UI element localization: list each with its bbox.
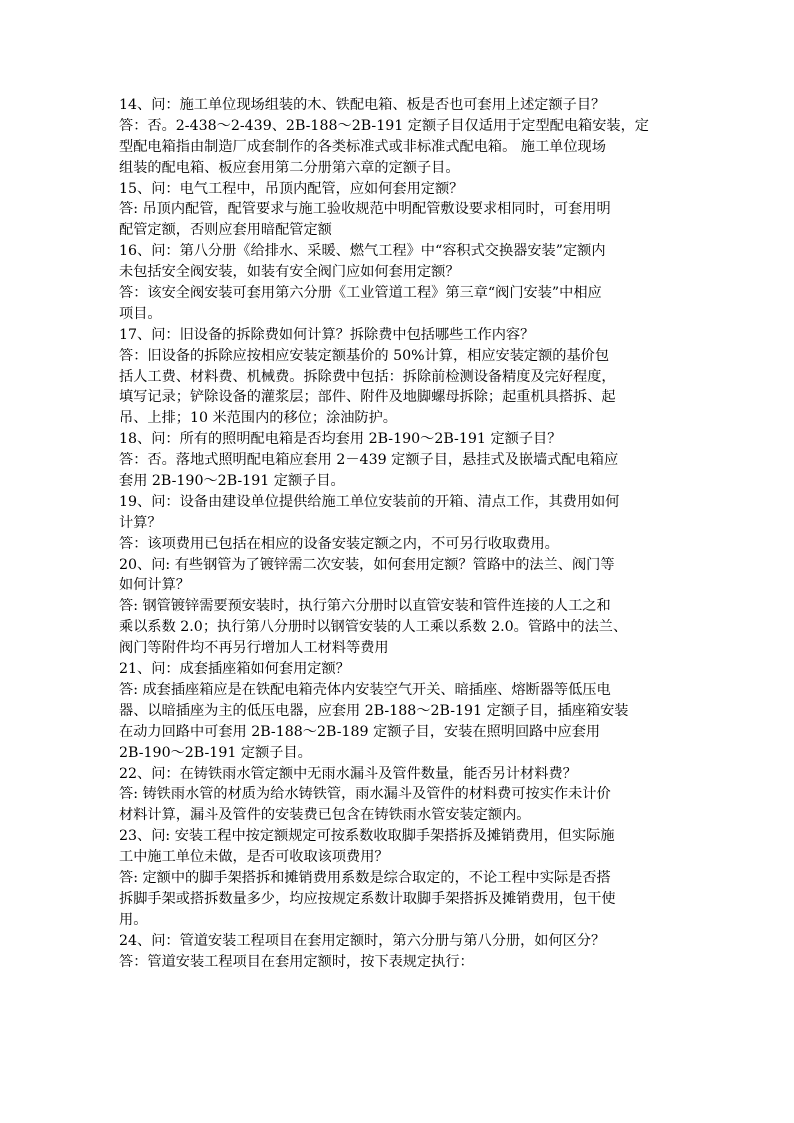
text-line: 14、问：施工单位现场组装的木、铁配电箱、板是否也可套用上述定额子目？: [119, 97, 606, 113]
text-line: 18、问：所有的照明配电箱是否均套用 2B-190～2B-191 定额子目？: [119, 431, 562, 448]
text-line: 器、以暗插座为主的低压电器，应套用 2B-188～2B-191 定额子目，插座箱安装: [119, 702, 629, 719]
text-line: 吊、上排；10 米范围内的移位；涂油防护。: [119, 410, 397, 427]
text-line: 15、问：电气工程中，吊顶内配管，应如何套用定额？: [119, 180, 464, 197]
text-line: 拆脚手架或搭拆数量多少，均应按规定系数计取脚手架搭拆及摊销费用，包干使: [119, 890, 616, 907]
text-line: 在动力回路中可套用 2B-188～2B-189 定额子目，安装在照明回路中应套用: [119, 723, 601, 740]
text-line: 填写记录；铲除设备的灌浆层；部件、附件及地脚螺母拆除；起重机具搭拆、起: [119, 389, 616, 406]
text-line: 答: 吊顶内配管，配管要求与施工验收规范中明配管敷设要求相同时，可套用明: [119, 201, 611, 218]
text-line: 未包括安全阀安装，如装有安全阀门应如何套用定额？: [119, 264, 460, 281]
text-line: 21、问：成套插座箱如何套用定额？: [119, 661, 350, 678]
text-line: 答：管道安装工程项目在套用定额时，按下表规定执行：: [119, 953, 474, 970]
text-line: 16、问：第八分册《给排水、采暖、燃气工程》中“容积式交换器安装”定额内: [119, 243, 606, 260]
text-line: 配管定额，否则应套用暗配管定额: [119, 222, 332, 239]
text-line: 计算？: [119, 514, 162, 531]
text-line: 24、问：管道安装工程项目在套用定额时，第六分册与第八分册，如何区分？: [119, 932, 606, 949]
text-line: 答: 铸铁雨水管的材质为给水铸铁管，雨水漏斗及管件的材料费可按实作未计价: [119, 786, 611, 803]
text-line: 答：该项费用已包括在相应的设备安装定额之内，不可另行收取费用。: [119, 535, 559, 552]
text-line: 答: 定额中的脚手架搭拆和摊销费用系数是综合取定的，不论工程中实际是否搭: [119, 869, 611, 886]
text-line: 23、问: 安装工程中按定额规定可按系数收取脚手架搭拆及摊销费用，但实际施: [119, 828, 615, 845]
document-body: [119, 95, 677, 972]
text-line: 19、问：设备由建设单位提供给施工单位安装前的开箱、清点工作，其费用如何: [119, 493, 620, 510]
text-line: 2B-190～2B-191 定额子目。: [119, 744, 312, 761]
text-line: 如何计算？: [119, 577, 190, 594]
text-line: 项目。: [119, 305, 162, 322]
text-line: 22、问：在铸铁雨水管定额中无雨水漏斗及管件数量，能否另计材料费？: [119, 765, 577, 782]
text-line: 答：否。落地式照明配电箱应套用 2－439 定额子目，悬挂式及嵌墙式配电箱应: [119, 452, 619, 469]
text-line: 材料计算，漏斗及管件的安装费已包含在铸铁雨水管安装定额内。: [119, 807, 531, 824]
text-line: 阀门等附件均不再另行增加人工材料等费用: [119, 640, 389, 657]
text-line: 套用 2B-190～2B-191 定额子目。: [119, 473, 345, 490]
text-line: 组装的配电箱、板应套用第二分册第六章的定额子目。: [119, 159, 460, 176]
text-line: 答: 钢管镀锌需要预安装时，执行第六分册时以直管安装和管件连接的人工之和: [119, 598, 611, 615]
text-line: 17、问：旧设备的拆除费如何计算？拆除费中包括哪些工作内容？: [119, 326, 535, 343]
text-line: 用。: [119, 911, 148, 928]
text-line: 工中施工单位未做，是否可收取该项费用？: [119, 849, 389, 866]
text-line: 答：旧设备的拆除应按相应安装定额基价的 50%计算，相应安装定额的基价包: [119, 347, 610, 364]
text-line: 型配电箱指由制造厂成套制作的各类标准式或非标准式配电箱。 施工单位现场: [119, 138, 606, 155]
text-line: 括人工费、材料费、机械费。拆除费中包括：拆除前检测设备精度及完好程度，: [119, 368, 616, 385]
text-line: 答：否。2-438～2-439、2B-188～2B-191 定额子目仅适用于定型配电箱安装，定: [119, 117, 649, 134]
text-line: 答: 成套插座箱应是在铁配电箱壳体内安装空气开关、暗插座、熔断器等低压电: [119, 681, 611, 698]
text-line: 乘以系数 2.0；执行第八分册时以钢管安装的人工乘以系数 2.0。管路中的法兰、: [119, 619, 628, 636]
text-line: 20、问: 有些钢管为了镀锌需二次安装，如何套用定额？管路中的法兰、阀门等: [119, 556, 615, 573]
text-line: 答：该安全阀安装可套用第六分册《工业管道工程》第三章“阀门安装”中相应: [119, 285, 602, 302]
